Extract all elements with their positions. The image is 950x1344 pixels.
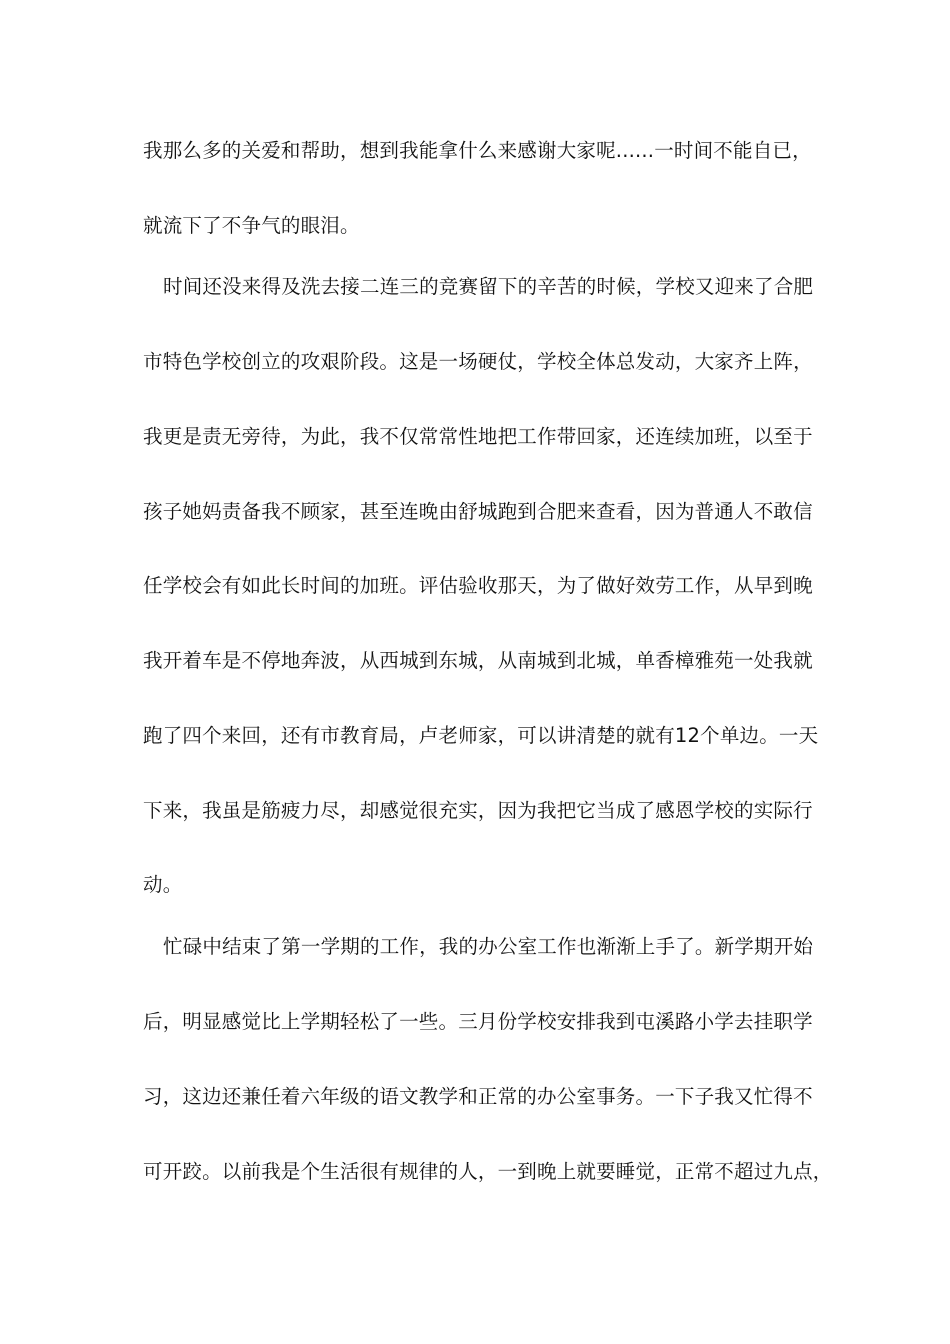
text-line-11: 动。 — [143, 873, 183, 896]
text-line-5: 我更是责无旁待，为此，我不仅常常性地把工作带回家，还连续加班，以至于 — [143, 425, 813, 448]
text-line-10: 下来，我虽是筋疲力尽，却感觉很充实，因为我把它当成了感恩学校的实际行 — [143, 799, 813, 822]
text-line-6: 孩子她妈责备我不顾家，甚至连晚由舒城跑到合肥来查看，因为普通人不敢信 — [143, 500, 813, 523]
text-line-9: 跑了四个来回，还有市教育局，卢老师家，可以讲清楚的就有12个单边。一天 — [143, 724, 819, 747]
text-line-8: 我开着车是不停地奔波，从西城到东城，从南城到北城，单香樟雅苑一处我就 — [143, 649, 813, 672]
text-line-4: 市特色学校创立的攻艰阶段。这是一场硬仗，学校全体总发动，大家齐上阵， — [143, 350, 813, 373]
text-line-7: 任学校会有如此长时间的加班。评估验收那天，为了做好效劳工作，从早到晚 — [143, 574, 813, 597]
text-line-15: 可开跤。以前我是个生活很有规律的人，一到晚上就要睡觉，正常不超过九点， — [143, 1160, 833, 1183]
text-line-12: 忙碌中结束了第一学期的工作，我的办公室工作也渐渐上手了。新学期开始 — [163, 935, 814, 958]
text-line-14: 习，这边还兼任着六年级的语文教学和正常的办公室事务。一下子我又忙得不 — [143, 1085, 813, 1108]
text-line-1: 我那么多的关爱和帮助，想到我能拿什么来感谢大家呢......一时间不能自已， — [143, 139, 812, 162]
text-line-13: 后，明显感觉比上学期轻松了一些。三月份学校安排我到屯溪路小学去挂职学 — [143, 1010, 813, 1033]
text-line-2: 就流下了不争气的眼泪。 — [143, 214, 360, 237]
text-line-3: 时间还没来得及洗去接二连三的竞赛留下的辛苦的时候，学校又迎来了合肥 — [163, 275, 814, 298]
